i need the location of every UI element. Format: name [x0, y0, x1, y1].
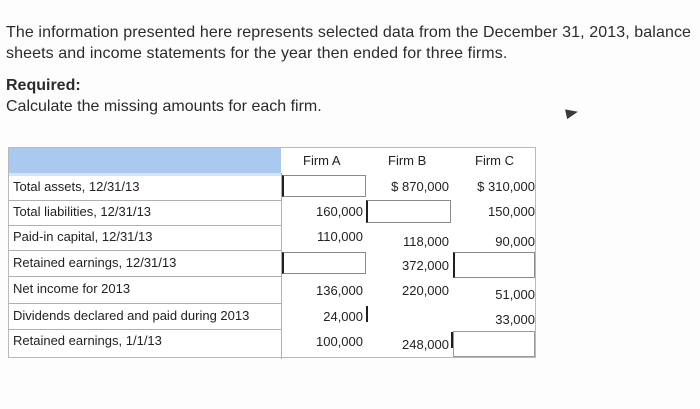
column-header-firm-a: Firm A [303, 153, 341, 168]
row-divider [9, 225, 281, 226]
row-divider [9, 200, 281, 201]
row-label-retained-earnings-begin: Retained earnings, 1/1/13 [13, 333, 162, 348]
value-paid-in-capital-firm-a: 110,000 [316, 229, 363, 244]
value-net-income-firm-b: 220,000 [402, 283, 449, 298]
row-label-total-liabilities: Total liabilities, 12/31/13 [13, 204, 152, 219]
value-total-liabilities-firm-a: 160,000 [316, 204, 363, 219]
row-label-total-assets: Total assets, 12/31/13 [13, 179, 140, 194]
input-retained-earnings-end-firm-a[interactable] [282, 252, 366, 274]
input-total-liabilities-firm-b[interactable] [366, 200, 451, 223]
value-retained-earnings-begin-firm-b: 248,000 [402, 337, 449, 352]
value-total-assets-firm-b: $ 870,000 [391, 179, 449, 194]
value-total-liabilities-firm-c: 150,000 [488, 204, 535, 219]
input-retained-earnings-begin-firm-c-box[interactable] [453, 331, 535, 357]
value-dividends-firm-a: 24,000 [323, 309, 363, 324]
column-header-firm-b: Firm B [388, 153, 427, 168]
row-label-retained-earnings-end: Retained earnings, 12/31/13 [13, 255, 177, 270]
value-net-income-firm-a: 136,000 [316, 283, 363, 298]
input-retained-earnings-end-firm-c[interactable] [453, 252, 535, 278]
value-net-income-firm-c: 51,000 [495, 287, 535, 302]
row-divider [9, 329, 281, 330]
input-dividends-firm-b[interactable] [366, 306, 368, 322]
required-instruction: Calculate the missing amounts for each firm. [6, 98, 322, 115]
mouse-pointer-icon [565, 107, 579, 119]
value-dividends-firm-c: 33,000 [495, 312, 535, 327]
firms-data-table [8, 147, 536, 358]
value-paid-in-capital-firm-c: 90,000 [495, 234, 535, 249]
value-paid-in-capital-firm-b: 118,000 [402, 234, 449, 249]
input-total-assets-firm-a[interactable] [282, 175, 366, 197]
row-divider [9, 276, 281, 277]
value-retained-earnings-end-firm-b: 372,000 [402, 258, 449, 273]
row-divider [9, 250, 281, 251]
table-header-stripe [9, 173, 281, 176]
row-divider [9, 303, 281, 304]
intro-paragraph: The information presented here represents selected data from the December 31, 2013, balance sheets and income statements for the year then ended for three firms. [6, 24, 692, 62]
column-header-firm-c: Firm C [475, 153, 514, 168]
row-label-net-income: Net income for 2013 [13, 281, 131, 296]
required-heading: Required: [6, 77, 81, 94]
row-label-dividends: Dividends declared and paid during 2013 [13, 308, 250, 323]
row-label-paid-in-capital: Paid-in capital, 12/31/13 [13, 229, 153, 244]
value-retained-earnings-begin-firm-a: 100,000 [316, 334, 363, 349]
table-header-band [9, 148, 281, 173]
value-total-assets-firm-c: $ 310,000 [477, 179, 535, 194]
